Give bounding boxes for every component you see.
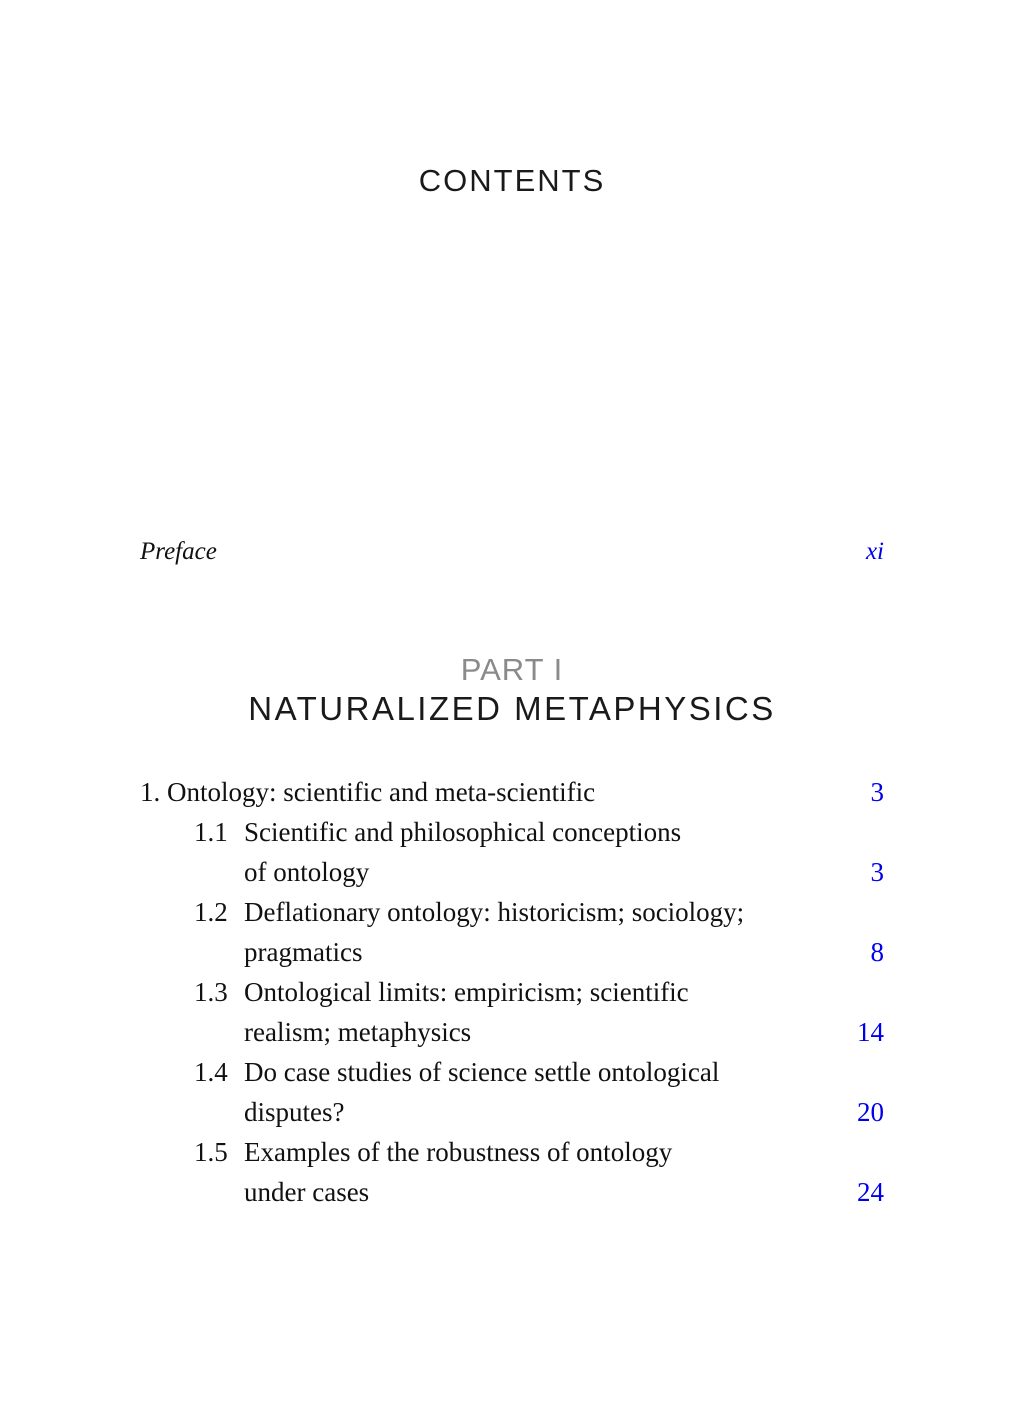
section-title-line: realism; metaphysics (244, 1017, 472, 1047)
preface-label: Preface (140, 538, 217, 565)
section-number: 1.4 (194, 1057, 228, 1087)
section-page-link[interactable]: 24 (857, 1177, 884, 1207)
section-title-line: Examples of the robustness of ontology (244, 1137, 673, 1167)
toc-entry-section-1-1 (140, 812, 884, 892)
section-number: 1.1 (194, 817, 228, 847)
toc-entry-chapter-1 (140, 772, 884, 812)
section-title-line: Deflationary ontology: historicism; sociology; (244, 897, 745, 927)
section-title-line: of ontology (244, 857, 370, 887)
page-title: CONTENTS (418, 163, 606, 198)
section-title-line: Do case studies of science settle ontological (244, 1057, 720, 1087)
section-page-link[interactable]: 14 (857, 1017, 884, 1047)
section-page-link[interactable]: 8 (870, 937, 884, 967)
section-title-line: pragmatics (244, 937, 363, 967)
part-label: PART I (460, 652, 564, 687)
section-number: 1.2 (194, 897, 228, 927)
toc-entry-section-1-4 (140, 1052, 884, 1132)
chapter-title: 1. Ontology: scientific and meta-scientific (140, 777, 596, 807)
toc-entry-section-1-5 (140, 1132, 884, 1212)
toc-entry-section-1-2 (140, 892, 884, 972)
table-of-contents (140, 772, 884, 1212)
section-page-link[interactable]: 3 (870, 857, 884, 887)
section-title-line: Scientific and philosophical conceptions (244, 817, 682, 847)
chapter-page-link[interactable]: 3 (870, 777, 884, 807)
toc-entry-preface (140, 538, 884, 572)
section-page-link[interactable]: 20 (857, 1097, 884, 1127)
section-title-line: disputes? (244, 1097, 345, 1127)
section-number: 1.5 (194, 1137, 228, 1167)
section-title-line: Ontological limits: empiricism; scientific (244, 977, 689, 1007)
preface-page-link[interactable]: xi (865, 538, 884, 565)
part-title: NATURALIZED METAPHYSICS (248, 690, 776, 727)
section-title-line: under cases (244, 1177, 370, 1207)
section-number: 1.3 (194, 977, 228, 1007)
toc-entry-section-1-3 (140, 972, 884, 1052)
